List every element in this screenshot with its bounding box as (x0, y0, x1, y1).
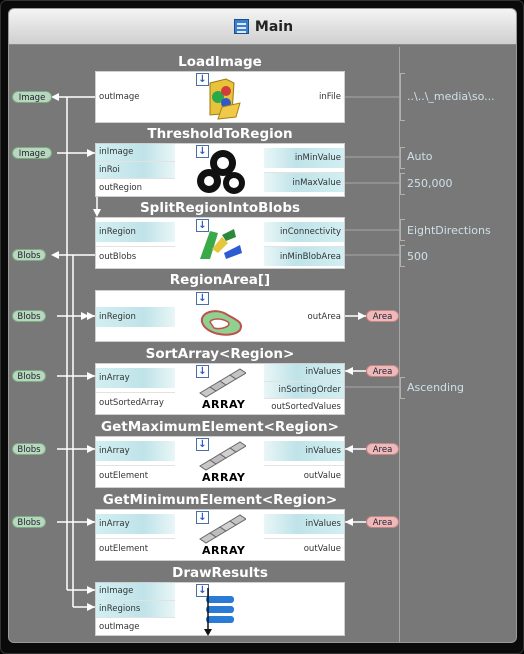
pin-inminvalue[interactable]: inMinValue (264, 148, 344, 168)
program-canvas[interactable] (8, 8, 517, 643)
pin-inminblobarea[interactable]: inMinBlobArea (264, 246, 344, 266)
pin-outregion[interactable]: outRegion (96, 178, 175, 197)
param-bracket (400, 173, 405, 195)
pin-outelement[interactable]: outElement (96, 465, 175, 485)
filter-regionarea[interactable] (95, 290, 345, 342)
param-bracket (400, 219, 405, 241)
param-value-insortingorder[interactable]: Ascending (407, 381, 465, 394)
blobs-input-tag[interactable]: Blobs (12, 443, 46, 455)
filter-getmaximumelement[interactable] (95, 436, 345, 488)
pin-outvalue[interactable]: outValue (264, 538, 344, 558)
param-value-inconnectivity[interactable]: EightDirections (407, 224, 491, 237)
param-bracket (400, 147, 405, 169)
window-title: Main (254, 18, 294, 35)
array-icon (196, 438, 246, 486)
blobs-input-tag[interactable]: Blobs (12, 516, 46, 528)
param-value-inminvalue[interactable]: Auto (407, 150, 433, 163)
image-input-tag[interactable]: Image (12, 147, 52, 159)
expand-arrow-icon: ↓ (196, 584, 209, 597)
pin-inregion[interactable]: inRegion (96, 307, 175, 327)
param-value-inminblobarea[interactable]: 500 (407, 250, 428, 263)
filter-title-drawresults: DrawResults (172, 565, 268, 581)
param-bracket (400, 73, 405, 121)
pin-outimage[interactable]: outImage (99, 92, 140, 102)
filter-title-thresholdtoregion: ThresholdToRegion (147, 126, 293, 142)
array-icon (196, 511, 246, 559)
pin-inimage[interactable]: inImage (96, 583, 175, 600)
filter-title-sortarray: SortArray<Region> (145, 346, 295, 362)
array-icon-label: ARRAY (202, 544, 246, 557)
pin-invalues[interactable]: inValues (264, 441, 344, 461)
filter-splitregionintoblobs[interactable] (95, 217, 345, 269)
pin-outblobs[interactable]: outBlobs (96, 246, 175, 266)
area-input-tag[interactable]: Area (366, 365, 399, 377)
expand-arrow-icon: ↓ (196, 145, 209, 158)
param-bracket (400, 377, 405, 399)
threshold-icon (196, 145, 246, 193)
filter-drawresults[interactable] (95, 582, 345, 636)
blobs-input-tag[interactable]: Blobs (12, 370, 46, 382)
draw-results-icon (196, 584, 246, 632)
filter-sortarray[interactable] (95, 363, 345, 415)
expand-arrow-icon: ↓ (196, 219, 209, 232)
filter-getminimumelement[interactable] (95, 509, 345, 561)
array-icon-label: ARRAY (202, 398, 246, 411)
pin-inmaxvalue[interactable]: inMaxValue (264, 172, 344, 192)
filter-title-splitregionintoblobs: SplitRegionIntoBlobs (139, 200, 301, 216)
area-input-tag[interactable]: Area (366, 516, 399, 528)
blobs-input-tag[interactable]: Blobs (12, 310, 46, 322)
expand-arrow-icon: ↓ (196, 73, 209, 86)
pin-infile[interactable]: inFile (319, 92, 341, 102)
expand-arrow-icon: ↓ (196, 438, 209, 451)
pin-outimage[interactable]: outImage (96, 617, 175, 636)
expand-arrow-icon: ↓ (196, 365, 209, 378)
pin-inconnectivity[interactable]: inConnectivity (264, 222, 344, 242)
filter-title-regionarea: RegionArea[] (169, 272, 271, 288)
filter-thresholdtoregion[interactable] (95, 143, 345, 197)
array-icon (196, 365, 246, 413)
pin-inarray[interactable]: inArray (96, 514, 175, 534)
area-output-tag[interactable]: Area (366, 310, 399, 322)
array-icon-label: ARRAY (202, 471, 246, 484)
pin-outsortedvalues[interactable]: outSortedValues (264, 398, 344, 415)
param-value-infile[interactable]: ..\..\_media\so... (407, 90, 495, 103)
filter-title-getminimumelement: GetMinimumElement<Region> (102, 492, 338, 508)
param-value-inmaxvalue[interactable]: 250,000 (407, 177, 453, 190)
pin-outvalue[interactable]: outValue (264, 465, 344, 485)
pin-insortingorder[interactable]: inSortingOrder (264, 381, 344, 398)
pin-inregions[interactable]: inRegions (96, 600, 175, 617)
pin-invalues[interactable]: inValues (264, 514, 344, 534)
area-input-tag[interactable]: Area (366, 443, 399, 455)
load-image-icon (196, 73, 246, 121)
param-bracket (400, 245, 405, 267)
pin-inarray[interactable]: inArray (96, 368, 175, 388)
expand-arrow-icon: ↓ (196, 511, 209, 524)
region-area-icon (196, 292, 246, 340)
pin-inimage[interactable]: inImage (96, 144, 175, 161)
pin-inregion[interactable]: inRegion (96, 222, 175, 242)
pin-invalues[interactable]: inValues (264, 364, 344, 381)
expand-arrow-icon: ↓ (196, 292, 209, 305)
filter-title-getmaximumelement: GetMaximumElement<Region> (101, 419, 339, 435)
pin-outsortedarray[interactable]: outSortedArray (96, 392, 175, 412)
split-blobs-icon (196, 219, 246, 267)
filter-title-loadimage: LoadImage (178, 54, 262, 70)
filter-loadimage[interactable] (95, 71, 345, 123)
pin-outelement[interactable]: outElement (96, 538, 175, 558)
pin-inroi[interactable]: inRoi (96, 161, 175, 178)
blobs-output-tag[interactable]: Blobs (12, 249, 46, 261)
image-output-tag[interactable]: Image (12, 91, 52, 103)
pin-inarray[interactable]: inArray (96, 441, 175, 461)
pin-outarea[interactable]: outArea (307, 312, 341, 322)
